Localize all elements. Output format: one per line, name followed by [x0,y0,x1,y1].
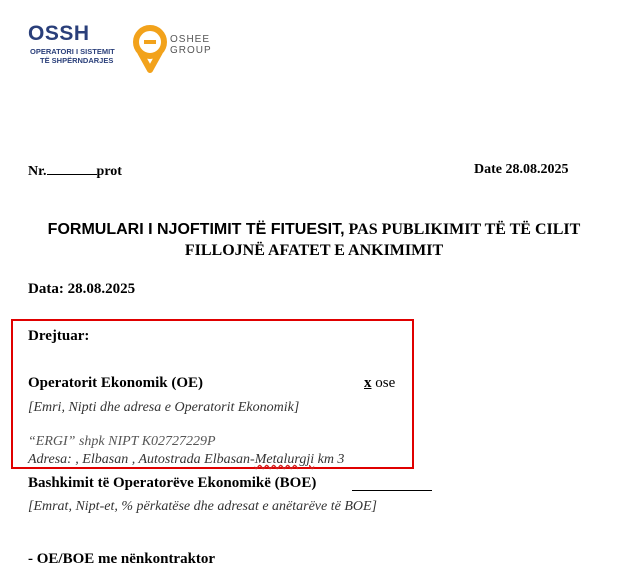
logo-group [170,34,212,56]
subcontractor-line: - OE/BOE me nënkontraktor [28,551,216,567]
boe-blank-line [352,490,432,491]
company-name: “ERGI” shpk NIPT K02727229P [28,434,216,449]
addressee-label: Drejtuar: [28,328,90,344]
logo-pin-icon [132,24,168,74]
form-title-line-2: FILLOJNË AFATET E ANKIMIMIT [184,242,444,259]
nr-suffix: prot [96,164,122,179]
address-suffix: km 3 [314,452,345,467]
nr-blank-line [47,162,97,175]
header-date: Date 28.08.2025 [474,162,569,177]
address-misspelled-word: Metalurgji [254,452,315,467]
oe-hint: [Emri, Nipti dhe adresa e Operatorit Ekonomik] [28,400,300,415]
logo-subtitle-1: OPERATORI I SISTEMIT [30,47,115,56]
form-title-line-1 [0,221,628,239]
logo-subtitle-2: TË SHPËRNDARJES [40,56,114,65]
reference-number [28,162,122,180]
oe-checkmark: x [364,375,372,391]
document-date: Data: 28.08.2025 [28,281,136,297]
company-address [28,452,344,468]
company-logo [28,22,218,78]
logo-group-line-1: OSHEE [170,34,211,45]
title-part-2: PAS PUBLIKIMIT TË TË CILIT [344,221,581,238]
logo-name: OSSH [28,22,90,45]
nr-prefix: Nr. [28,164,47,179]
logo-group-line-2: GROUP [170,45,212,56]
boe-hint: [Emrat, Nipt-et, % përkatëse dhe adresat e anëtarëve të BOE] [28,499,378,514]
address-prefix: Adresa: , Elbasan , Autostrada Elbasan- [28,452,255,467]
title-part-1: FORMULARI I NJOFTIMIT TË FITUESIT, [47,221,345,238]
boe-label: Bashkimit të Operatorëve Ekonomikë (BOE) [28,475,317,491]
oe-selection [364,375,395,392]
oe-or-text: ose [371,375,396,391]
oe-label: Operatorit Ekonomik (OE) [28,375,203,391]
